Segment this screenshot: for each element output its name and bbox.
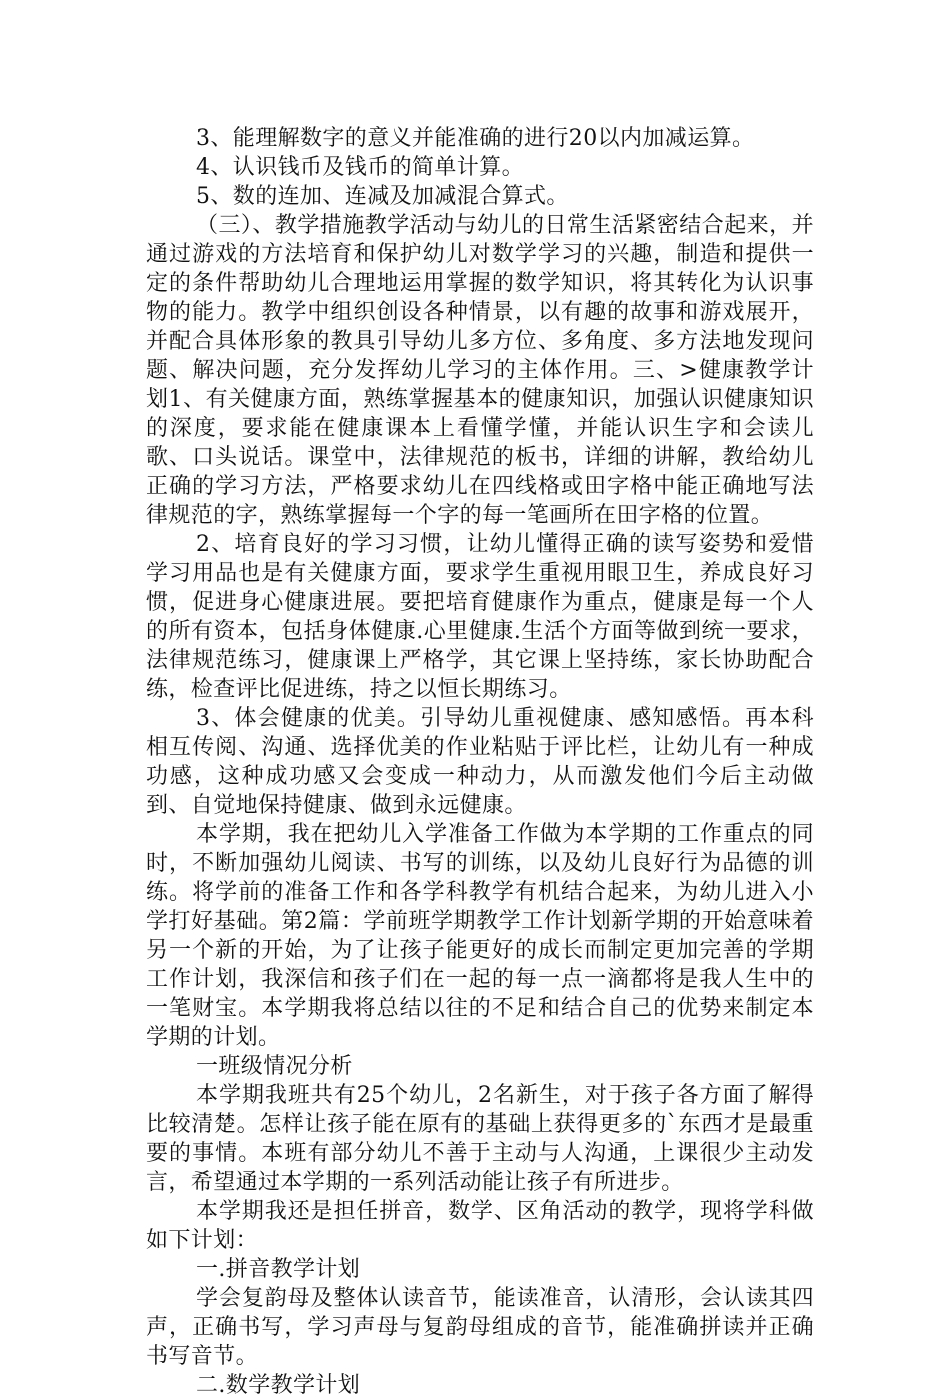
paragraph: 4、认识钱币及钱币的简单计算。 bbox=[196, 155, 524, 180]
section-heading: 二.数学教学计划 bbox=[196, 1373, 361, 1398]
paragraph: 本学期我还是担任拼音，数学、区角活动的教学，现将学科做如下计划： bbox=[146, 1199, 814, 1253]
paragraph: 本学期，我在把幼儿入学准备工作做为本学期的工作重点的同时，不断加强幼儿阅读、书写的训练，以及幼儿良好行为品德的训练。将学前的准备工作和各学科教学有机结合起来，为幼儿进入小学打好基础。第2篇：学前班学期教学工作计划新学期的开始意味着另一个新的开始，为了让孩子能更好的成长而制定更加完善的学期工作计划，我深信和孩子们在一起的每一点一滴都将是我人生中的一笔财宝。本学期我将总结以往的不足和结合自己的优势来制定本学期的计划。 bbox=[146, 822, 814, 1050]
paragraph: 3、能理解数字的意义并能准确的进行20以内加减运算。 bbox=[196, 126, 755, 151]
paragraph: 3、体会健康的优美。引导幼儿重视健康、感知感悟。再本科相互传阅、沟通、选择优美的作业粘贴于评比栏，让幼儿有一种成功感，这种成功感又会变成一种动力，从而激发他们今后主动做到、自觉地保持健康、做到永远健康。 bbox=[146, 706, 814, 818]
paragraph: （三）、教学措施教学活动与幼儿的日常生活紧密结合起来，并通过游戏的方法培育和保护幼儿对数学学习的兴趣，制造和提供一定的条件帮助幼儿合理地运用掌握的数学知识，将其转化为认识事物的能力。教学中组织创设各种情景，以有趣的故事和游戏展开，并配合具体形象的教具引导幼儿多方位、多角度、多方法地发现问题、解决问题，充分发挥幼儿学习的主体作用。三、>健康教学计划1、有关健康方面，熟练掌握基本的健康知识，加强认识健康知识的深度，要求能在健康课本上看懂学懂，并能认识生字和会读儿歌、口头说话。课堂中，法律规范的板书，详细的讲解，教给幼儿正确的学习方法，严格要求幼儿在四线格或田字格中能正确地写法律规范的字，熟练掌握每一个字的每一笔画所在田字格的位置。 bbox=[146, 213, 814, 528]
paragraph: 5、数的连加、连减及加减混合算式。 bbox=[196, 184, 569, 209]
paragraph: 学会复韵母及整体认读音节，能读准音，认清形，会认读其四声，正确书写，学习声母与复韵母组成的音节，能准确拼读并正确书写音节。 bbox=[146, 1286, 814, 1369]
paragraph: 本学期我班共有25个幼儿，2名新生，对于孩子各方面了解得比较清楚。怎样让孩子能在原有的基础上获得更多的`东西才是最重要的事情。本班有部分幼儿不善于主动与人沟通，上课很少主动发言，希望通过本学期的一系列活动能让孩子有所进步。 bbox=[146, 1083, 814, 1195]
paragraph: 2、培育良好的学习习惯，让幼儿懂得正确的读写姿势和爱惜学习用品也是有关健康方面，要求学生重视用眼卫生，养成良好习惯，促进身心健康进展。要把培育健康作为重点，健康是每一个人的所有资本，包括身体健康.心里健康.生活个方面等做到统一要求，法律规范练习，健康课上严格学，其它课上坚持练，家长协助配合练，检查评比促进练，持之以恒长期练习。 bbox=[146, 532, 814, 702]
section-heading: 一.拼音教学计划 bbox=[196, 1257, 361, 1282]
document-body bbox=[146, 124, 814, 1400]
section-heading: 一班级情况分析 bbox=[196, 1054, 353, 1079]
